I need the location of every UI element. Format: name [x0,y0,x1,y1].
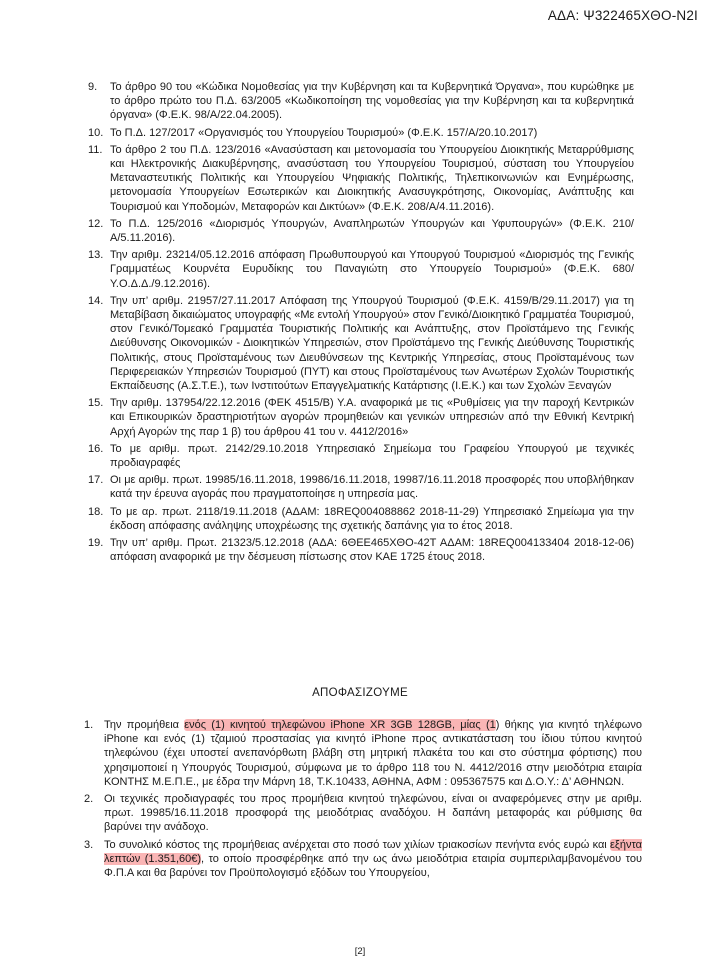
consideration-item [0,473,720,501]
item-number: 10. [88,126,104,139]
item-number: 16. [88,442,104,455]
item-number: 15. [88,397,104,410]
item-text: Το με αρ. πρωτ. 2118/19.11.2018 (ΑΔΑΜ: 18REQ004088862 2018-11-29) Υπηρεσιακό Σημείωμα για την έκδοση απόφασης ανάληψης υποχρέωσης της σχετικής δαπάνης για το έτος 2018. [110,505,634,532]
consideration-item [0,217,720,245]
item-text: Την αριθμ. 137954/22.12.2016 (ΦΕΚ 4515/Β) Υ.Α. αναφορικά με τις «Ρυθμίσεις για την παροχή Κεντρικών και Επικουρικών δραστηριοτήτων αγορών προμηθειών και γενικών υπηρεσιών από την Εθνική Κεντρική Αρχή Αγορών της παρ 1 β) του άρθρου 41 του ν. 4412/2016» [110,397,634,438]
item-number: 3. [84,838,94,851]
considerations-list [0,80,720,568]
item-number: 12. [88,217,104,230]
item-text: Την υπ’ αριθμ. Πρωτ. 21323/5.12.2018 (ΑΔΑ: 6ΘΕΕ465ΧΘΟ-42Τ ΑΔΑΜ: 18REQ004133404 2018-12-06) απόφαση αναφορικά με την δέσμευση πίστωσης στον ΚΑΕ 1725 έτους 2018. [110,537,634,564]
item-text: Το άρθρο 2 του Π.Δ. 123/2016 «Ανασύσταση και μετονομασία του Υπουργείου Διοικητικής Μεταρρύθμισης και Ηλεκτρονικής Διακυβέρνησης, ανασύσταση του Υπουργείου Τουρισμού, σύσταση του Υπουργείου Μεταναστευτικής Πολιτικής και Υπουργείου Ψηφιακής Πολιτικής, Τηλεπικοινωνιών και Ενημέρωσης, μετονομασία Υπουργείων Εσωτερικών και Διοικητικής Ανασυγκρότησης, Οικονομίας, Ανάπτυξης και Τουρισμού και Υποδομών, Μεταφορών και Δικτύων» (Φ.Ε.Κ. 208/Α/4.11.2016). [110,143,634,213]
decision-item [0,838,720,881]
decision-item [0,792,720,835]
ada-code: ΑΔΑ: Ψ322465ΧΘΟ-Ν2Ι [547,8,698,23]
consideration-item [0,248,720,291]
item-number: 11. [88,143,103,156]
consideration-item [0,536,720,564]
item-number: 17. [88,474,104,487]
item-text: Το άρθρο 90 του «Κώδικα Νομοθεσίας για την Κυβέρνηση και τα Κυβερνητικά Όργανα», που κυρώθηκε με το άρθρο πρώτο του Π.Δ. 63/2005 «Κωδικοποίηση της νομοθεσίας για την Κυβέρνηση και τα κυβερνητικά όργανα» (Φ.Ε.Κ. 98/Α/22.04.2005). [110,81,634,122]
decision-heading: ΑΠΟΦΑΣΙΖΟΥΜΕ [312,687,408,699]
consideration-item [0,396,720,439]
consideration-item [0,505,720,533]
consideration-item [0,442,720,470]
item-text-continued: ) θήκης για κινητό τηλέφωνο iPhone και ενός (1) τζαμιού προστασίας για κινητό iPhone προς αντικατάσταση του ίδιου τύπου κινητού τηλεφώνου (έχει υποστεί ανεπανόρθωτη βλάβη στη μητρική πλακέτα του και στο σύστημα φόρτισης) που χρησιμοποιεί η Υπουργός Τουρισμού, σύμφωνα με το άρθρο 118 του Ν. 4412/2016 στην μειοδότρια εταιρία ΚΟΝΤΗΣ Μ.Ε.Π.Ε., με έδρα την Μάρνη 18, Τ.Κ.10433, ΑΘΗΝΑ, ΑΦΜ : 095367575 και Δ.Ο.Υ.: Δ’ ΑΘΗΝΩΝ. [104,719,642,788]
item-text: Την προμήθεια [104,719,185,731]
decisions-list [0,718,720,883]
item-number: 18. [88,505,104,518]
decision-item [0,718,720,789]
item-number: 1. [84,719,94,731]
highlighted-text: ενός (1) κινητού τηλεφώνου iPhone XR 3GB 128GB, μίας (1 [184,719,496,731]
consideration-item [0,80,720,123]
item-text: Το με αριθμ. πρωτ. 2142/29.10.2018 Υπηρεσιακό Σημείωμα του Γραφείου Υπουργού με τεχνικές προδιαγραφές [110,442,634,470]
item-text: Το συνολικό κόστος της προμήθειας ανέρχεται στο ποσό των χιλίων τριακοσίων πενήντα ενός ευρώ και [104,838,610,851]
item-text: Το Π.Δ. 125/2016 «Διορισμός Υπουργών, Αναπληρωτών Υπουργών και Υφυπουργών» (Φ.Ε.Κ. 210/ Α/5.11.2016). [110,217,634,245]
item-text: Την υπ’ αριθμ. 21957/27.11.2017 Απόφαση της Υπουργού Τουρισμού (Φ.Ε.Κ. 4159/Β/29.11.2017) για τη Μεταβίβαση δικαιώματος υπογραφής «Με εντολή Υπουργού» στον Γενικό/Διοικητικό Γραμματέα Τουρισμού, στον Γενικό/Τομεακό Γραμματέα Τουριστικής Πολιτικής και Ανάπτυξης, στον Προϊστάμενο της Γενικής Διεύθυνσης Οικονομικών - Διοικητικών Υπηρεσιών, στον Προϊστάμενο της Γενικής Διεύθυνσης Τουριστικής Πολιτικής, στους Προϊσταμένους των Διευθύνσεων της Κεντρικής Υπηρεσίας, στους Προϊσταμένους των Περιφερειακών Υπηρεσιών Τουρισμού (ΠΥΤ) και στους Προϊσταμένους των Ανωτέρων Σχολών Τουριστικής Εκπαίδευσης (Α.Σ.Τ.Ε.), των Ινστιτούτων Επαγγελματικής Κατάρτισης (Ι.Ε.Κ.) και των Σχολών Ξεναγών [110,294,634,393]
item-number: 13. [88,249,104,262]
highlighted-text: εξήντα λεπτών (1.351,60€) [104,838,642,865]
item-number: 19. [88,537,104,550]
item-number: 2. [84,793,94,806]
item-number: 14. [88,294,104,307]
consideration-item [0,126,720,140]
item-text: Οι τεχνικές προδιαγραφές του προς προμήθεια κινητού τηλεφώνου, είναι οι αναφερόμενες στην με αριθμ. πρωτ. 19985/16.11.2018 προσφορά της μειοδότριας αναδόχου. Η δαπάνη μεταφοράς και ρύθμισης θα βαρύνει την ανάδοχο. [104,793,642,834]
item-text: Οι με αριθμ. πρωτ. 19985/16.11.2018, 19986/16.11.2018, 19987/16.11.2018 προσφορές που υποβλήθηκαν κατά την έρευνα αγοράς που πραγματοποίησε η υπηρεσία μας. [110,474,634,501]
item-text-continued: , το οποίο προσφέρθηκε από την ως άνω μειοδότρια εταιρία συμπεριλαμβανομένου του Φ.Π.Α και θα βαρύνει τον Προϋπολογισμό εξόδων του Υπουργείου, [104,852,643,880]
page-number: [2] [354,946,366,957]
item-text: Το Π.Δ. 127/2017 «Οργανισμός του Υπουργείου Τουρισμού» (Φ.Ε.Κ. 157/Α/20.10.2017) [110,126,538,139]
consideration-item [0,143,720,214]
item-number: 9. [88,81,98,93]
consideration-item [0,294,720,393]
item-text: Την αριθμ. 23214/05.12.2016 απόφαση Πρωθυπουργού και Υπουργού Τουρισμού «Διορισμός της Γενικής Γραμματέως Κουρνέτα Ευρυδίκης του Παναγιώτη στο Υπουργείο Τουρισμού» (Φ.Ε.Κ. 680/Υ.Ο.Δ.Δ./9.12.2016). [110,249,634,290]
